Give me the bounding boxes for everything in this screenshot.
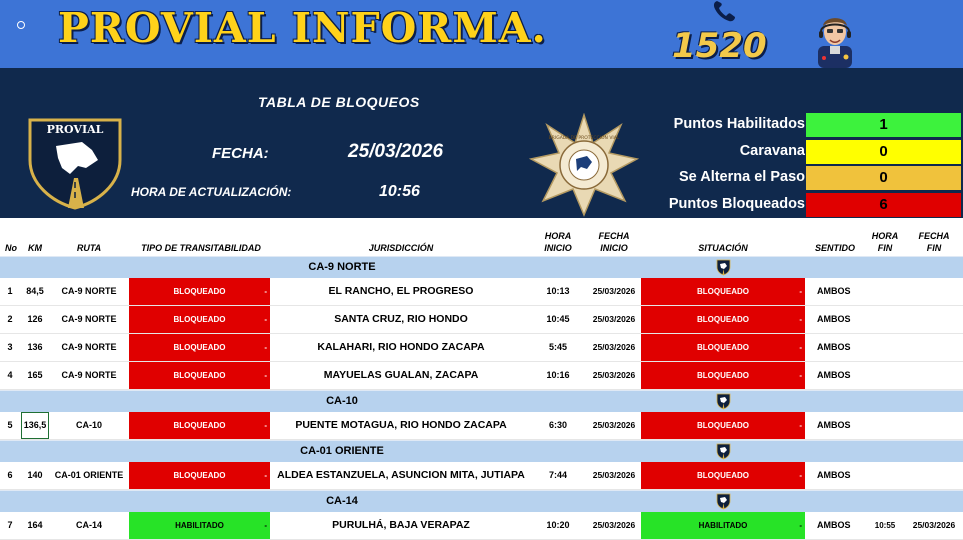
col-hora-inicio-line2: INICIO (544, 243, 572, 253)
brigade-badge-icon (529, 113, 639, 217)
col-hora-fin (866, 230, 904, 254)
dropdown-arrow-icon[interactable]: - (799, 343, 802, 352)
cell-sentido (807, 512, 871, 539)
provial-shield-icon (715, 259, 732, 276)
cell-km-text: 136,5 (23, 420, 47, 430)
cell-no-text: 5 (7, 420, 13, 430)
col-fecha-fin-line1: FECHA (918, 231, 950, 241)
cell-km (21, 512, 49, 539)
col-no: No (5, 243, 17, 253)
col-fecha-inicio-line1: FECHA (598, 231, 630, 241)
cell-fecha-fin-text: 25/03/2026 (912, 520, 956, 530)
cell-no-text: 4 (7, 370, 13, 380)
cell-fecha-fin (905, 334, 963, 361)
table-body (0, 256, 963, 540)
section-row (0, 390, 963, 412)
provial-logo-icon (26, 116, 124, 210)
cell-jurisdiccion-text: ALDEA ESTANZUELA, ASUNCION MITA, JUTIAPA (277, 469, 525, 481)
banner (0, 0, 963, 68)
col-fecha-fin (905, 230, 963, 254)
cell-fecha-inicio-text: 25/03/2026 (592, 314, 636, 324)
summary-value: 0 (806, 140, 961, 164)
col-sentido: SENTIDO (814, 243, 855, 253)
col-situacion: SITUACIÓN (698, 243, 748, 253)
provial-shield-icon (715, 393, 732, 410)
cell-no (0, 512, 20, 539)
cell-fecha-fin (905, 462, 963, 489)
section-name: CA-10 (326, 395, 358, 407)
badge-text: BRIGADA DE PROTECCION VIAL (548, 136, 620, 141)
cell-ruta (50, 278, 128, 305)
cell-fecha-inicio-text: 25/03/2026 (592, 520, 636, 530)
summary-value: 6 (806, 193, 961, 217)
cell-fecha-inicio-text: 25/03/2026 (592, 370, 636, 380)
cell-jurisdiccion-text: SANTA CRUZ, RIO HONDO (334, 313, 468, 325)
cell-km (21, 334, 49, 361)
cell-sentido-text: AMBOS (817, 286, 851, 296)
cell-hora-inicio-text: 7:44 (548, 470, 567, 480)
dropdown-arrow-icon[interactable]: - (264, 287, 267, 296)
cell-sentido (807, 334, 871, 361)
cell-hora-fin (867, 512, 903, 539)
cell-no-text: 1 (7, 286, 13, 296)
cell-fecha-inicio (585, 334, 643, 361)
cell-no-text: 6 (7, 470, 13, 480)
col-jurisdiccion: JURISDICCIÓN (368, 243, 434, 253)
cell-jurisdiccion-text: PURULHÁ, BAJA VERAPAZ (332, 519, 470, 531)
fecha-value: 25/03/2026 (348, 141, 444, 162)
cell-ruta (50, 334, 128, 361)
cell-hora-inicio-text: 10:16 (546, 370, 570, 380)
cell-km-text: 126 (27, 314, 43, 324)
summary-row (657, 139, 962, 166)
cell-fecha-inicio (585, 362, 643, 389)
table-row[interactable] (0, 512, 963, 540)
cell-hora-fin (867, 362, 903, 389)
cell-no (0, 362, 20, 389)
cell-km (21, 362, 49, 389)
table-row[interactable] (0, 412, 963, 440)
cell-fecha-inicio (585, 412, 643, 439)
cell-tipo[interactable] (129, 278, 270, 305)
summary-label: Puntos Habilitados (673, 116, 805, 132)
hotline-number: 1520 (672, 26, 767, 66)
cell-ruta (50, 512, 128, 539)
cell-fecha-inicio-text: 25/03/2026 (592, 286, 636, 296)
col-hora-inicio (538, 230, 578, 254)
corner-dot (17, 21, 25, 29)
cell-tipo-text: BLOQUEADO (173, 471, 226, 480)
cell-tipo-text: BLOQUEADO (173, 287, 226, 296)
cell-ruta (50, 362, 128, 389)
col-km: KM (28, 243, 42, 253)
col-tipo: TIPO DE TRANSITABILIDAD (141, 243, 261, 253)
col-hora-inicio-line1: HORA (544, 231, 572, 241)
dropdown-arrow-icon[interactable]: - (264, 471, 267, 480)
cell-hora-inicio-text: 10:13 (546, 286, 570, 296)
cell-hora-fin (867, 306, 903, 333)
cell-fecha-fin (905, 278, 963, 305)
cell-sentido (807, 462, 871, 489)
cell-tipo[interactable] (129, 512, 270, 539)
section-name: CA-9 NORTE (308, 261, 376, 273)
cell-no (0, 334, 20, 361)
summary-label: Caravana (739, 142, 805, 159)
cell-situacion-text: BLOQUEADO (697, 343, 749, 352)
section-row (0, 490, 963, 512)
cell-tipo[interactable] (129, 334, 270, 361)
cell-ruta (50, 462, 128, 489)
phone-icon (711, 0, 737, 22)
cell-hora-inicio (538, 306, 578, 333)
cell-situacion[interactable] (641, 334, 805, 361)
cell-tipo[interactable] (129, 362, 270, 389)
cell-situacion[interactable] (641, 512, 805, 539)
col-hora-fin-line1: HORA (871, 231, 899, 241)
cell-fecha-fin (905, 412, 963, 439)
dropdown-arrow-icon[interactable]: - (799, 287, 802, 296)
cell-hora-inicio (538, 462, 578, 489)
cell-situacion[interactable] (641, 462, 805, 489)
summary-row (657, 192, 962, 219)
cell-km-text: 140 (27, 470, 43, 480)
cell-km (21, 278, 49, 305)
dropdown-arrow-icon[interactable]: - (799, 471, 802, 480)
cell-no-text: 3 (7, 342, 13, 352)
dropdown-arrow-icon[interactable]: - (799, 521, 802, 530)
cell-no (0, 412, 20, 439)
hora-actualizacion-value: 10:56 (379, 183, 420, 200)
cell-fecha-inicio-text: 25/03/2026 (592, 420, 636, 430)
section-name: CA-01 ORIENTE (300, 445, 384, 457)
cell-hora-inicio-text: 6:30 (548, 420, 567, 430)
blockades-table (0, 218, 963, 540)
cell-km-text: 136 (27, 342, 43, 352)
cell-situacion-text: HABILITADO (698, 521, 748, 530)
table-row[interactable] (0, 462, 963, 490)
cell-hora-inicio-text: 5:45 (548, 342, 567, 352)
cell-no-text: 7 (7, 520, 13, 530)
cell-fecha-inicio (585, 512, 643, 539)
col-ruta: RUTA (76, 243, 102, 253)
cell-ruta-text: CA-01 ORIENTE (54, 470, 124, 480)
summary-value: 1 (806, 113, 961, 137)
fecha-label: FECHA: (212, 145, 269, 162)
col-hora-fin-line2: FIN (877, 243, 893, 253)
cell-fecha-fin (905, 512, 963, 539)
dropdown-arrow-icon[interactable]: - (264, 421, 267, 430)
col-fecha-inicio-line2: INICIO (600, 243, 628, 253)
provial-shield-icon (715, 443, 732, 460)
cell-no-text: 2 (7, 314, 13, 324)
dropdown-arrow-icon[interactable]: - (264, 521, 267, 530)
cell-sentido-text: AMBOS (817, 342, 851, 352)
cell-hora-inicio (538, 278, 578, 305)
cell-km (21, 412, 49, 439)
dropdown-arrow-icon[interactable]: - (264, 315, 267, 324)
table-row[interactable] (0, 334, 963, 362)
dropdown-arrow-icon[interactable]: - (264, 371, 267, 380)
cell-no (0, 278, 20, 305)
cell-no (0, 306, 20, 333)
cell-situacion-text: BLOQUEADO (697, 287, 749, 296)
cell-km (21, 462, 49, 489)
cell-ruta-text: CA-9 NORTE (61, 342, 117, 352)
cell-fecha-inicio (585, 462, 643, 489)
cell-sentido-text: AMBOS (817, 520, 851, 530)
table-row[interactable] (0, 362, 963, 390)
summary-row (657, 165, 962, 192)
cell-fecha-fin (905, 306, 963, 333)
cell-tipo-text: BLOQUEADO (173, 371, 226, 380)
summary-label: Se Alterna el Paso (679, 169, 805, 185)
cell-fecha-inicio-text: 25/03/2026 (592, 470, 636, 480)
cell-tipo[interactable] (129, 306, 270, 333)
cell-jurisdiccion (272, 412, 530, 439)
cell-situacion-text: BLOQUEADO (697, 421, 749, 430)
cell-hora-fin (867, 278, 903, 305)
cell-tipo-text: BLOQUEADO (173, 421, 226, 430)
table-title: TABLA DE BLOQUEOS (258, 94, 420, 110)
cell-sentido-text: AMBOS (817, 420, 851, 430)
cell-sentido-text: AMBOS (817, 470, 851, 480)
cell-ruta (50, 306, 128, 333)
cell-hora-inicio (538, 362, 578, 389)
summary-value: 0 (806, 166, 961, 190)
cell-tipo-text: BLOQUEADO (173, 343, 226, 352)
cell-jurisdiccion (272, 462, 530, 489)
cell-sentido-text: AMBOS (817, 314, 851, 324)
cell-fecha-fin (905, 362, 963, 389)
cell-sentido (807, 278, 871, 305)
section-name: CA-14 (326, 495, 358, 507)
cell-km (21, 306, 49, 333)
col-fecha-inicio (585, 230, 643, 254)
cell-ruta-text: CA-9 NORTE (61, 370, 117, 380)
cell-hora-inicio (538, 412, 578, 439)
agent-avatar-icon (808, 12, 860, 68)
cell-situacion-text: BLOQUEADO (697, 471, 749, 480)
hora-actualizacion-label: HORA DE ACTUALIZACIÓN: (131, 185, 292, 199)
section-row (0, 256, 963, 278)
cell-no (0, 462, 20, 489)
provial-shield-icon (715, 493, 732, 510)
cell-ruta-text: CA-9 NORTE (61, 286, 117, 296)
cell-tipo[interactable] (129, 462, 270, 489)
cell-hora-fin (867, 412, 903, 439)
cell-hora-inicio (538, 512, 578, 539)
cell-hora-inicio-text: 10:20 (546, 520, 570, 530)
cell-situacion-text: BLOQUEADO (697, 371, 749, 380)
col-fecha-fin-line2: FIN (926, 243, 942, 253)
cell-sentido (807, 412, 871, 439)
cell-situacion[interactable] (641, 278, 805, 305)
cell-ruta-text: CA-10 (75, 420, 102, 430)
cell-jurisdiccion (272, 512, 530, 539)
dropdown-arrow-icon[interactable]: - (264, 343, 267, 352)
cell-jurisdiccion-text: EL RANCHO, EL PROGRESO (328, 285, 474, 297)
cell-ruta-text: CA-14 (75, 520, 102, 530)
cell-situacion[interactable] (641, 306, 805, 333)
cell-ruta-text: CA-9 NORTE (61, 314, 117, 324)
cell-situacion[interactable] (641, 412, 805, 439)
summary-label: Puntos Bloqueados (668, 195, 805, 212)
summary-row (657, 112, 962, 139)
dropdown-arrow-icon[interactable]: - (799, 315, 802, 324)
cell-jurisdiccion (272, 362, 530, 389)
cell-jurisdiccion-text: PUENTE MOTAGUA, RIO HONDO ZACAPA (295, 419, 507, 431)
cell-sentido (807, 362, 871, 389)
cell-tipo[interactable] (129, 412, 270, 439)
banner-title: PROVIAL INFORMA. (58, 4, 547, 52)
cell-fecha-inicio-text: 25/03/2026 (592, 342, 636, 352)
cell-jurisdiccion (272, 334, 530, 361)
cell-hora-fin-text: 10:55 (874, 521, 896, 530)
cell-jurisdiccion (272, 306, 530, 333)
summary-panel (657, 112, 962, 218)
cell-km-text: 165 (27, 370, 43, 380)
cell-hora-inicio (538, 334, 578, 361)
table-header (0, 218, 963, 256)
cell-jurisdiccion-text: KALAHARI, RIO HONDO ZACAPA (317, 341, 485, 353)
cell-sentido-text: AMBOS (817, 370, 851, 380)
cell-tipo-text: BLOQUEADO (173, 315, 226, 324)
dropdown-arrow-icon[interactable]: - (799, 421, 802, 430)
provial-logo-text: PROVIAL (46, 123, 104, 136)
cell-situacion-text: BLOQUEADO (697, 315, 749, 324)
cell-hora-fin (867, 462, 903, 489)
cell-sentido (807, 306, 871, 333)
table-row[interactable] (0, 278, 963, 306)
cell-km-text: 84,5 (26, 286, 44, 296)
cell-ruta (50, 412, 128, 439)
cell-situacion[interactable] (641, 362, 805, 389)
dropdown-arrow-icon[interactable]: - (799, 371, 802, 380)
cell-fecha-inicio (585, 278, 643, 305)
cell-jurisdiccion (272, 278, 530, 305)
cell-km-text: 164 (27, 520, 43, 530)
cell-fecha-inicio (585, 306, 643, 333)
section-row (0, 440, 963, 462)
table-row[interactable] (0, 306, 963, 334)
cell-hora-fin (867, 334, 903, 361)
cell-tipo-text: HABILITADO (175, 521, 224, 530)
cell-jurisdiccion-text: MAYUELAS GUALAN, ZACAPA (323, 369, 479, 381)
cell-hora-inicio-text: 10:45 (546, 314, 570, 324)
